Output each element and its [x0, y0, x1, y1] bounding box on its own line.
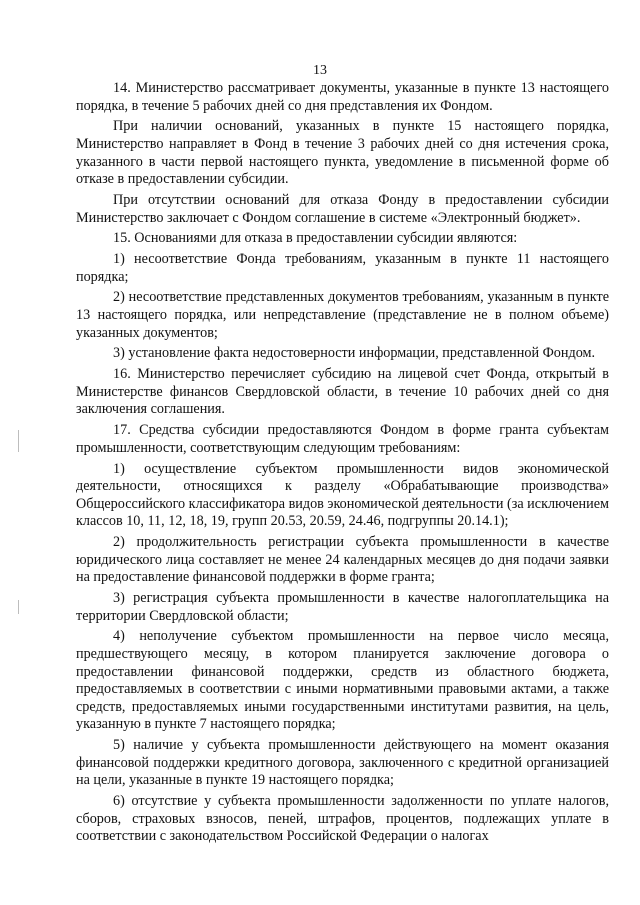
paragraph-17: 17. Средства субсидии предоставляются Фондом в форме гранта субъектам промышленности, соответствующим следующим требованиям: [76, 422, 609, 456]
paragraph-15: 15. Основаниями для отказа в предоставлении субсидии являются: [113, 230, 518, 247]
paragraph-15-item-2: 2) несоответствие представленных документов требованиям, указанным в пункте 13 настоящего порядка, или непредставление (представление не в полном объеме) указанных документов; [76, 289, 609, 341]
paragraph-16: 16. Министерство перечисляет субсидию на лицевой счет Фонда, открытый в Министерстве финансов Свердловской области, в течение 10 рабочих дней со дня заключения соглашения. [76, 366, 609, 418]
paragraph-17-item-1: 1) осуществление субъектом промышленности видов экономической деятельности, относящихся к разделу «Обрабатывающие производства» Общероссийского классификатора видов экономической деятельности (за исключением классов 10, 11, 12, 18, 19, групп 20.53, 20.59, 24.46, подгруппы 20.14.1); [76, 460, 609, 530]
paragraph-17-item-4: 4) неполучение субъектом промышленности на первое число месяца, предшествующего месяцу, в котором планируется заключение договора о предоставлении финансовой поддержки, средств из областного бюджета, предоставляемых в соответствии с иными нормативными правовыми актами, а также средств, предоставляемых иными государственными институтами развития, на цель, указанную в пункте 7 настоящего порядка; [76, 628, 609, 733]
paragraph-14: 14. Министерство рассматривает документы, указанные в пункте 13 настоящего порядка, в течение 5 рабочих дней со дня представления их Фондом. [76, 80, 609, 114]
page-number: 13 [313, 63, 327, 78]
document-body [76, 80, 609, 848]
scan-mark-left-lower [18, 600, 19, 614]
paragraph-14-grounds: При наличии оснований, указанных в пункте 15 настоящего порядка, Министерство направляет в Фонд в течение 3 рабочих дней со дня истечения срока, указанного в части первой настоящего пункта, уведомление в письменной форме об отказе в предоставлении субсидии. [76, 118, 609, 188]
paragraph-17-item-3: 3) регистрация субъекта промышленности в качестве налогоплательщика на территории Свердловской области; [76, 590, 609, 624]
paragraph-15-item-3: 3) установление факта недостоверности информации, представленной Фондом. [113, 345, 596, 362]
paragraph-17-item-2: 2) продолжительность регистрации субъекта промышленности в качестве юридического лица составляет не менее 24 календарных месяцев до дня подачи заявки на предоставление финансовой поддержки в форме гранта; [76, 534, 609, 586]
paragraph-17-item-5: 5) наличие у субъекта промышленности действующего на момент оказания финансовой поддержки кредитного договора, заключенного с кредитной организацией на цели, указанные в пункте 19 настоящего порядка; [76, 737, 609, 789]
scan-mark-left [18, 430, 19, 452]
paragraph-15-item-1: 1) несоответствие Фонда требованиям, указанным в пункте 11 настоящего порядка; [76, 251, 609, 285]
paragraph-17-item-6: 6) отсутствие у субъекта промышленности задолженности по уплате налогов, сборов, страховых взносов, пеней, штрафов, процентов, подлежащих уплате в соответствии с законодательством Российской Федерации о налогах [76, 793, 609, 845]
paragraph-14-agreement: При отсутствии оснований для отказа Фонду в предоставлении субсидии Министерство заключает с Фондом соглашение в системе «Электронный бюджет». [76, 191, 609, 226]
